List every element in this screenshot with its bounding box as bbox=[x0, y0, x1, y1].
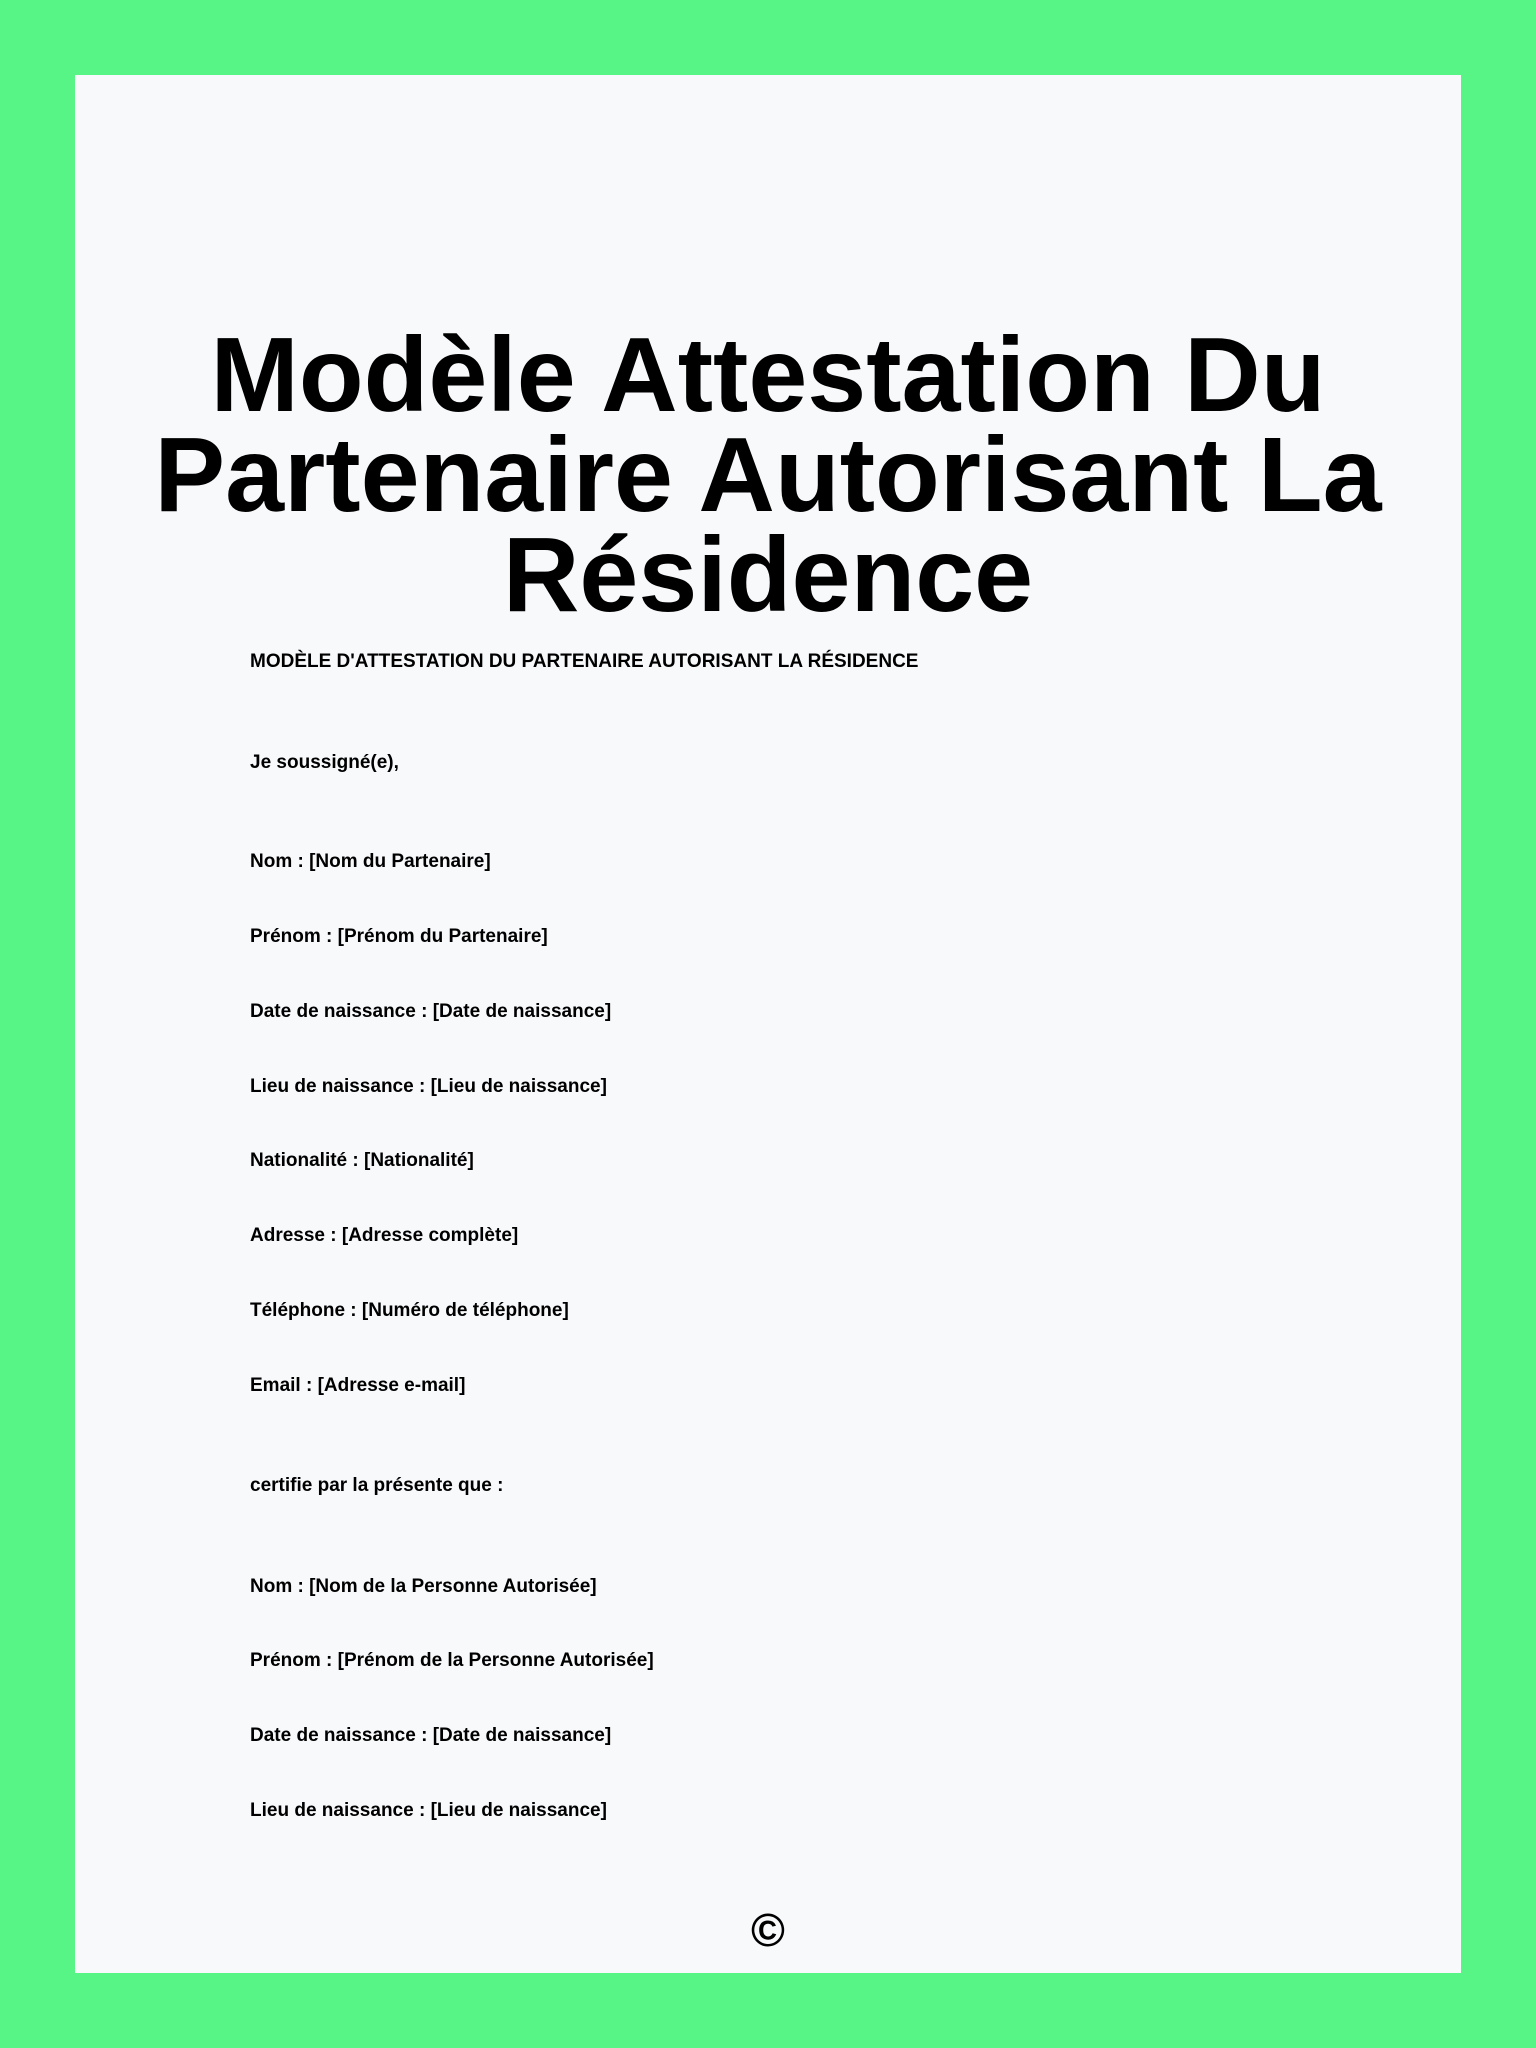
partner-field: Adresse : [Adresse complète] bbox=[250, 1225, 519, 1246]
partner-field: Nom : [Nom du Partenaire] bbox=[250, 851, 491, 872]
partner-field: Téléphone : [Numéro de téléphone] bbox=[250, 1300, 569, 1321]
partner-field: Email : [Adresse e-mail] bbox=[250, 1375, 466, 1396]
document-heading: MODÈLE D'ATTESTATION DU PARTENAIRE AUTORISANT LA RÉSIDENCE bbox=[250, 651, 919, 672]
authorized-field: Prénom : [Prénom de la Personne Autorisée] bbox=[250, 1650, 654, 1671]
copyright-icon: © bbox=[751, 1904, 785, 1956]
intro-text: Je soussigné(e), bbox=[250, 752, 399, 773]
certify-text: certifie par la présente que : bbox=[250, 1475, 504, 1496]
partner-field: Date de naissance : [Date de naissance] bbox=[250, 1001, 612, 1022]
authorized-field: Lieu de naissance : [Lieu de naissance] bbox=[250, 1800, 607, 1821]
document-page bbox=[75, 75, 1461, 1973]
authorized-field: Nom : [Nom de la Personne Autorisée] bbox=[250, 1576, 597, 1597]
document-title: Modèle Attestation Du Partenaire Autorisant La Résidence bbox=[154, 316, 1382, 634]
partner-field: Nationalité : [Nationalité] bbox=[250, 1150, 474, 1171]
partner-field: Prénom : [Prénom du Partenaire] bbox=[250, 926, 548, 947]
authorized-field: Date de naissance : [Date de naissance] bbox=[250, 1725, 612, 1746]
partner-field: Lieu de naissance : [Lieu de naissance] bbox=[250, 1076, 607, 1097]
